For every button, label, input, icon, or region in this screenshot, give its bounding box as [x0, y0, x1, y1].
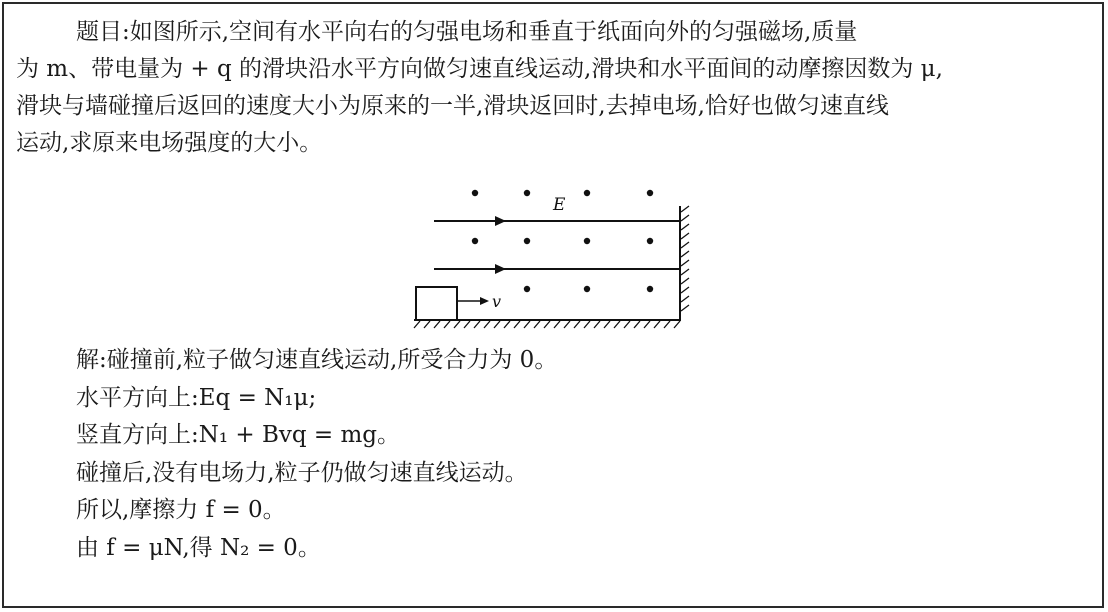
field-dot [524, 190, 530, 196]
field-dot [472, 238, 478, 244]
solution-line-4: 碰撞后,没有电场力,粒子仍做匀速直线运动。 [76, 459, 528, 486]
field-arrow-icon [495, 264, 506, 274]
physics-diagram [400, 180, 700, 330]
field-arrow-icon [495, 216, 506, 226]
field-dot [472, 190, 478, 196]
wall [680, 206, 689, 320]
field-dot [647, 238, 653, 244]
velocity-label-v: v [492, 292, 502, 311]
solution-line-5: 所以,摩擦力 f = 0。 [76, 497, 286, 523]
slider-block [416, 287, 457, 320]
field-dot [584, 238, 590, 244]
solution-line-3: 竖直方向上:N₁ + Bvq = mg。 [76, 422, 401, 448]
field-dot [647, 286, 653, 292]
problem-line-2: 为 m、带电量为 + q 的滑块沿水平方向做匀速直线运动,滑块和水平面间的动摩擦因数为 μ, [16, 56, 943, 82]
problem-line-1: 题目:如图所示,空间有水平向右的匀强电场和垂直于纸面向外的匀强磁场,质量 [76, 19, 858, 45]
solution-line-1: 解:碰撞前,粒子做匀速直线运动,所受合力为 0。 [76, 347, 558, 373]
problem-line-3: 滑块与墙碰撞后返回的速度大小为原来的一半,滑块返回时,去掉电场,恰好也做匀速直线 [16, 93, 889, 119]
solution-line-6: 由 f = μN,得 N₂ = 0。 [76, 534, 321, 561]
field-dot [524, 238, 530, 244]
field-dot [584, 190, 590, 196]
problem-line-4: 运动,求原来电场强度的大小。 [16, 130, 323, 156]
solution-line-2: 水平方向上:Eq = N₁μ; [76, 384, 317, 411]
field-dot [584, 286, 590, 292]
field-dot [647, 190, 653, 196]
field-dot [524, 286, 530, 292]
problem-statement [16, 14, 1092, 162]
velocity-arrow-icon [457, 297, 489, 305]
solution [76, 342, 557, 567]
field-label-E: E [553, 195, 566, 215]
electric-field-lines [434, 216, 680, 274]
ground [414, 320, 681, 328]
